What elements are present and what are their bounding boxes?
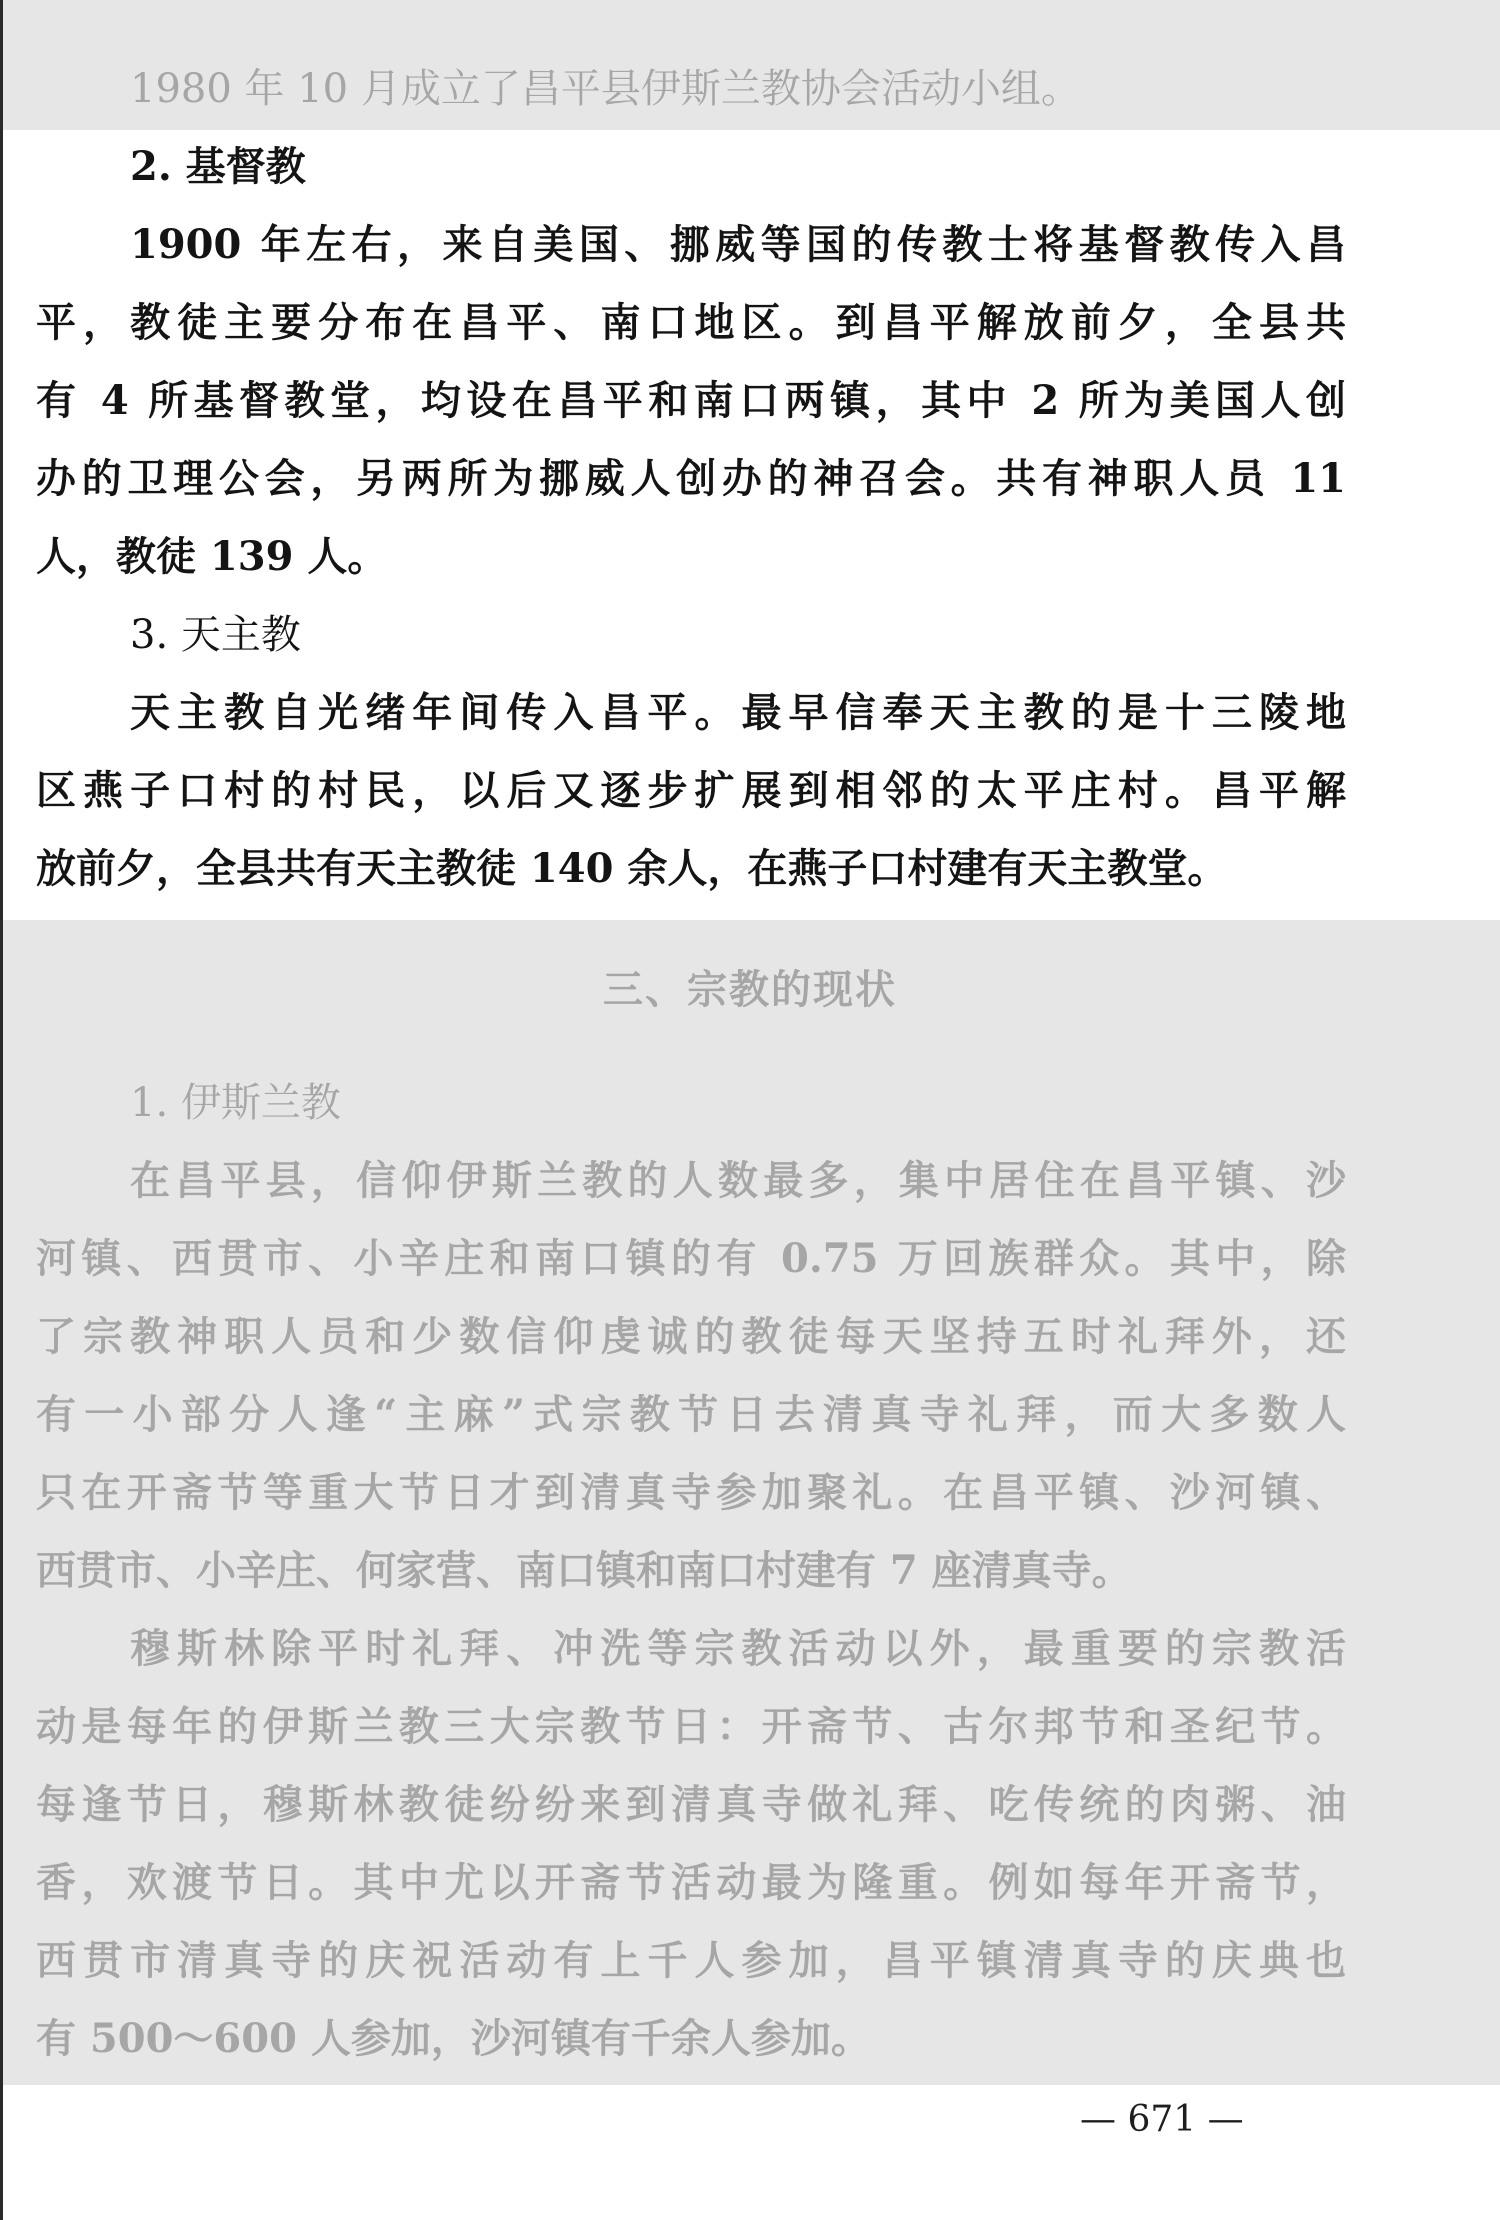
text-line: 香，欢渡节日。其中尤以开斋节活动最为隆重。例如每年开斋节， xyxy=(36,1859,1346,1906)
text-line: 穆斯林除平时礼拜、冲洗等宗教活动以外，最重要的宗教活 xyxy=(130,1625,1346,1672)
text-line: 有一小部分人逢“主麻”式宗教节日去清真寺礼拜，而大多数人 xyxy=(36,1391,1346,1438)
chapter-heading: 三、宗教的现状 xyxy=(603,966,897,1013)
text-line: 天主教自光绪年间传入昌平。最早信奉天主教的是十三陵地 xyxy=(130,689,1346,736)
text-line: 1900 年左右，来自美国、挪威等国的传教士将基督教传入昌 xyxy=(130,221,1346,268)
text-line: 只在开斋节等重大节日才到清真寺参加聚礼。在昌平镇、沙河镇、 xyxy=(36,1469,1346,1516)
text-line: 人，教徒 139 人。 xyxy=(36,533,388,580)
page-left-edge xyxy=(0,0,3,2220)
section-heading-islam: 1. 伊斯兰教 xyxy=(130,1080,341,1126)
section-heading-christianity: 2. 基督教 xyxy=(130,143,306,190)
section-catholicism xyxy=(36,596,1346,908)
text-line: 放前夕，全县共有天主教徒 140 余人，在燕子口村建有天主教堂。 xyxy=(36,845,1228,892)
section-heading-catholicism: 3. 天主教 xyxy=(130,612,301,658)
top-faded-paragraph xyxy=(36,50,1346,128)
section-islam xyxy=(36,1064,1346,2078)
text-line: 平，教徒主要分布在昌平、南口地区。到昌平解放前夕，全县共 xyxy=(36,299,1346,346)
text-line: 区燕子口村的村民，以后又逐步扩展到相邻的太平庄村。昌平解 xyxy=(36,767,1346,814)
page-number: — 671 — xyxy=(1080,2099,1244,2140)
section-christianity xyxy=(36,128,1346,596)
text-line: 在昌平县，信仰伊斯兰教的人数最多，集中居住在昌平镇、沙 xyxy=(130,1157,1346,1204)
text-line: 了宗教神职人员和少数信仰虔诚的教徒每天坚持五时礼拜外，还 xyxy=(36,1313,1346,1360)
text-line: 西贯市清真寺的庆祝活动有上千人参加，昌平镇清真寺的庆典也 xyxy=(36,1937,1346,1984)
text-line: 每逢节日，穆斯林教徒纷纷来到清真寺做礼拜、吃传统的肉粥、油 xyxy=(36,1781,1346,1828)
text-line: 西贯市、小辛庄、何家营、南口镇和南口村建有 7 座清真寺。 xyxy=(36,1547,1132,1594)
text-line: 有 4 所基督教堂，均设在昌平和南口两镇，其中 2 所为美国人创 xyxy=(36,377,1346,424)
text-line: 有 500～600 人参加，沙河镇有千余人参加。 xyxy=(36,2015,871,2062)
text-line: 1980 年 10 月成立了昌平县伊斯兰教协会活动小组。 xyxy=(130,66,1081,112)
text-line: 动是每年的伊斯兰教三大宗教节日：开斋节、古尔邦节和圣纪节。 xyxy=(36,1703,1346,1750)
text-line: 办的卫理公会，另两所为挪威人创办的神召会。共有神职人员 11 xyxy=(36,455,1346,502)
text-line: 河镇、西贯市、小辛庄和南口镇的有 0.75 万回族群众。其中，除 xyxy=(36,1235,1346,1282)
